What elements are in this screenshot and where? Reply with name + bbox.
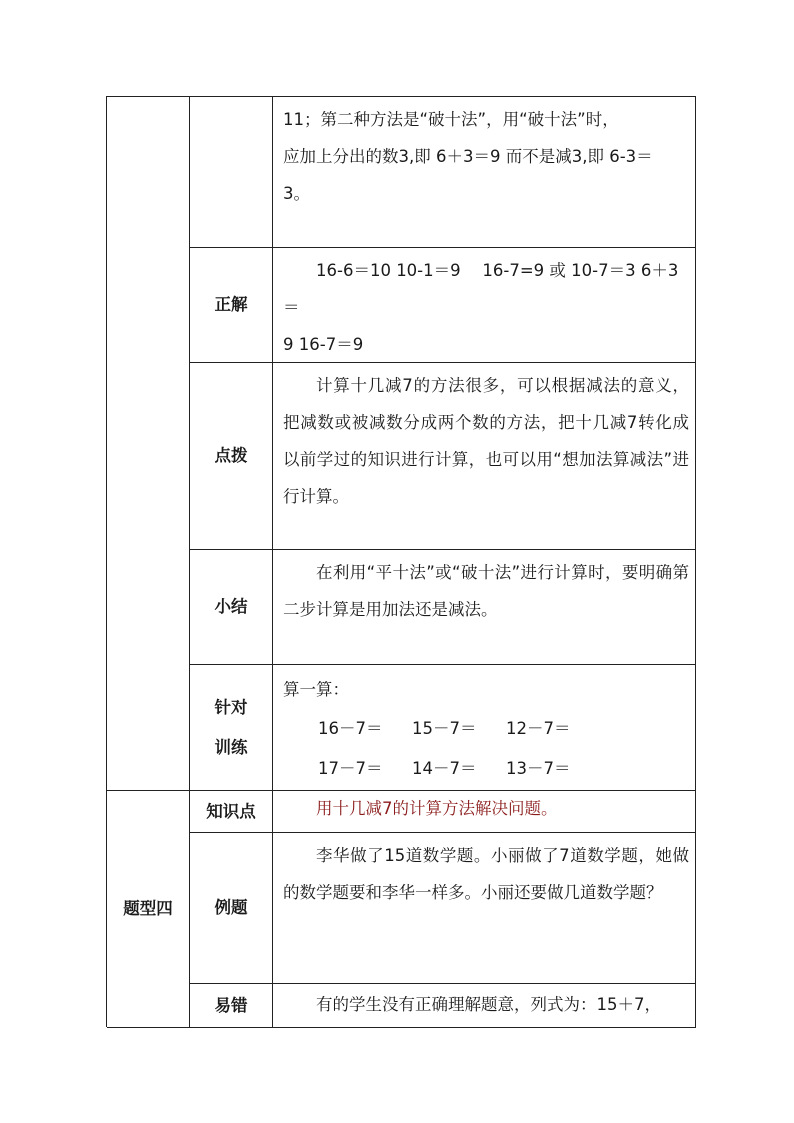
xunlian-label-line-2: 训练 [214,737,248,757]
type-four-label [107,791,190,1028]
exercise-row-1 [283,708,689,750]
continuation-content-cell [273,97,696,248]
yicuo-text: 有的学生没有正确理解题意，列式为：15＋7， [316,995,661,1014]
zhengjie-label-text: 正解 [214,295,248,314]
xunlian-label [190,665,273,791]
yicuo-label-text: 易错 [214,995,248,1015]
exercise-14-7: 14－7＝ [412,759,477,778]
section1-type-cell [107,97,190,791]
xiaojie-text: 在利用“平十法”或“破十法”进行计算时，要明确第二步计算是用加法还是减法。 [283,563,689,619]
dianbo-text: 计算十几减7的方法很多，可以根据减法的意义，把减数或被减数分成两个数的方法，把十几减7转化成以前学过的知识进行计算，也可以用“想加法算减法”进行计算。 [283,376,689,506]
exercise-row-2 [283,748,689,790]
type-four-label-text: 题型四 [123,899,173,918]
continuation-line-1: 11；第二种方法是“破十法”，用“破十法”时， [283,110,619,129]
zhishidian-content-cell [273,791,696,833]
exercise-13-7: 13－7＝ [506,759,571,778]
yicuo-label [190,984,273,1028]
zhishidian-text: 用十几减7的计算方法解决问题。 [316,799,558,818]
zhishidian-label [190,791,273,833]
liti-label-text: 例题 [214,898,248,917]
yicuo-content-cell [273,984,696,1028]
dianbo-content-cell [273,363,696,550]
dianbo-label [190,363,273,550]
zhengjie-line-2: 9 16-7＝9 [283,335,364,354]
xiaojie-content-cell [273,550,696,665]
xunlian-label-line-1: 针对 [214,697,248,717]
xiaojie-label-text: 小结 [214,597,248,616]
zhengjie-line-1: 16-6＝10 10-1＝9 16-7=9 或 10-7＝3 6＋3＝ [283,261,679,317]
continuation-label-cell [190,97,273,248]
dianbo-label-text: 点拨 [214,446,248,465]
continuation-line-2: 应加上分出的数3,即 6＋3＝9 而不是减3,即 6-3＝ [283,147,653,166]
zhengjie-label [190,248,273,363]
xunlian-content-cell [273,665,696,791]
exercise-16-7: 16－7＝ [318,719,383,738]
zhishidian-label-text: 知识点 [206,801,256,821]
lesson-table [106,96,696,1027]
liti-label [190,833,273,984]
zhengjie-content-cell [273,248,696,363]
exercise-17-7: 17－7＝ [318,759,383,778]
exercise-12-7: 12－7＝ [506,719,571,738]
xunlian-intro: 算一算： [283,680,349,699]
continuation-line-3: 3。 [283,184,310,203]
xiaojie-label [190,550,273,665]
liti-content-cell [273,833,696,984]
liti-text: 李华做了15道数学题。小丽做了7道数学题，她做的数学题要和李华一样多。小丽还要做几道数学题？ [283,846,689,902]
exercise-15-7: 15－7＝ [412,719,477,738]
